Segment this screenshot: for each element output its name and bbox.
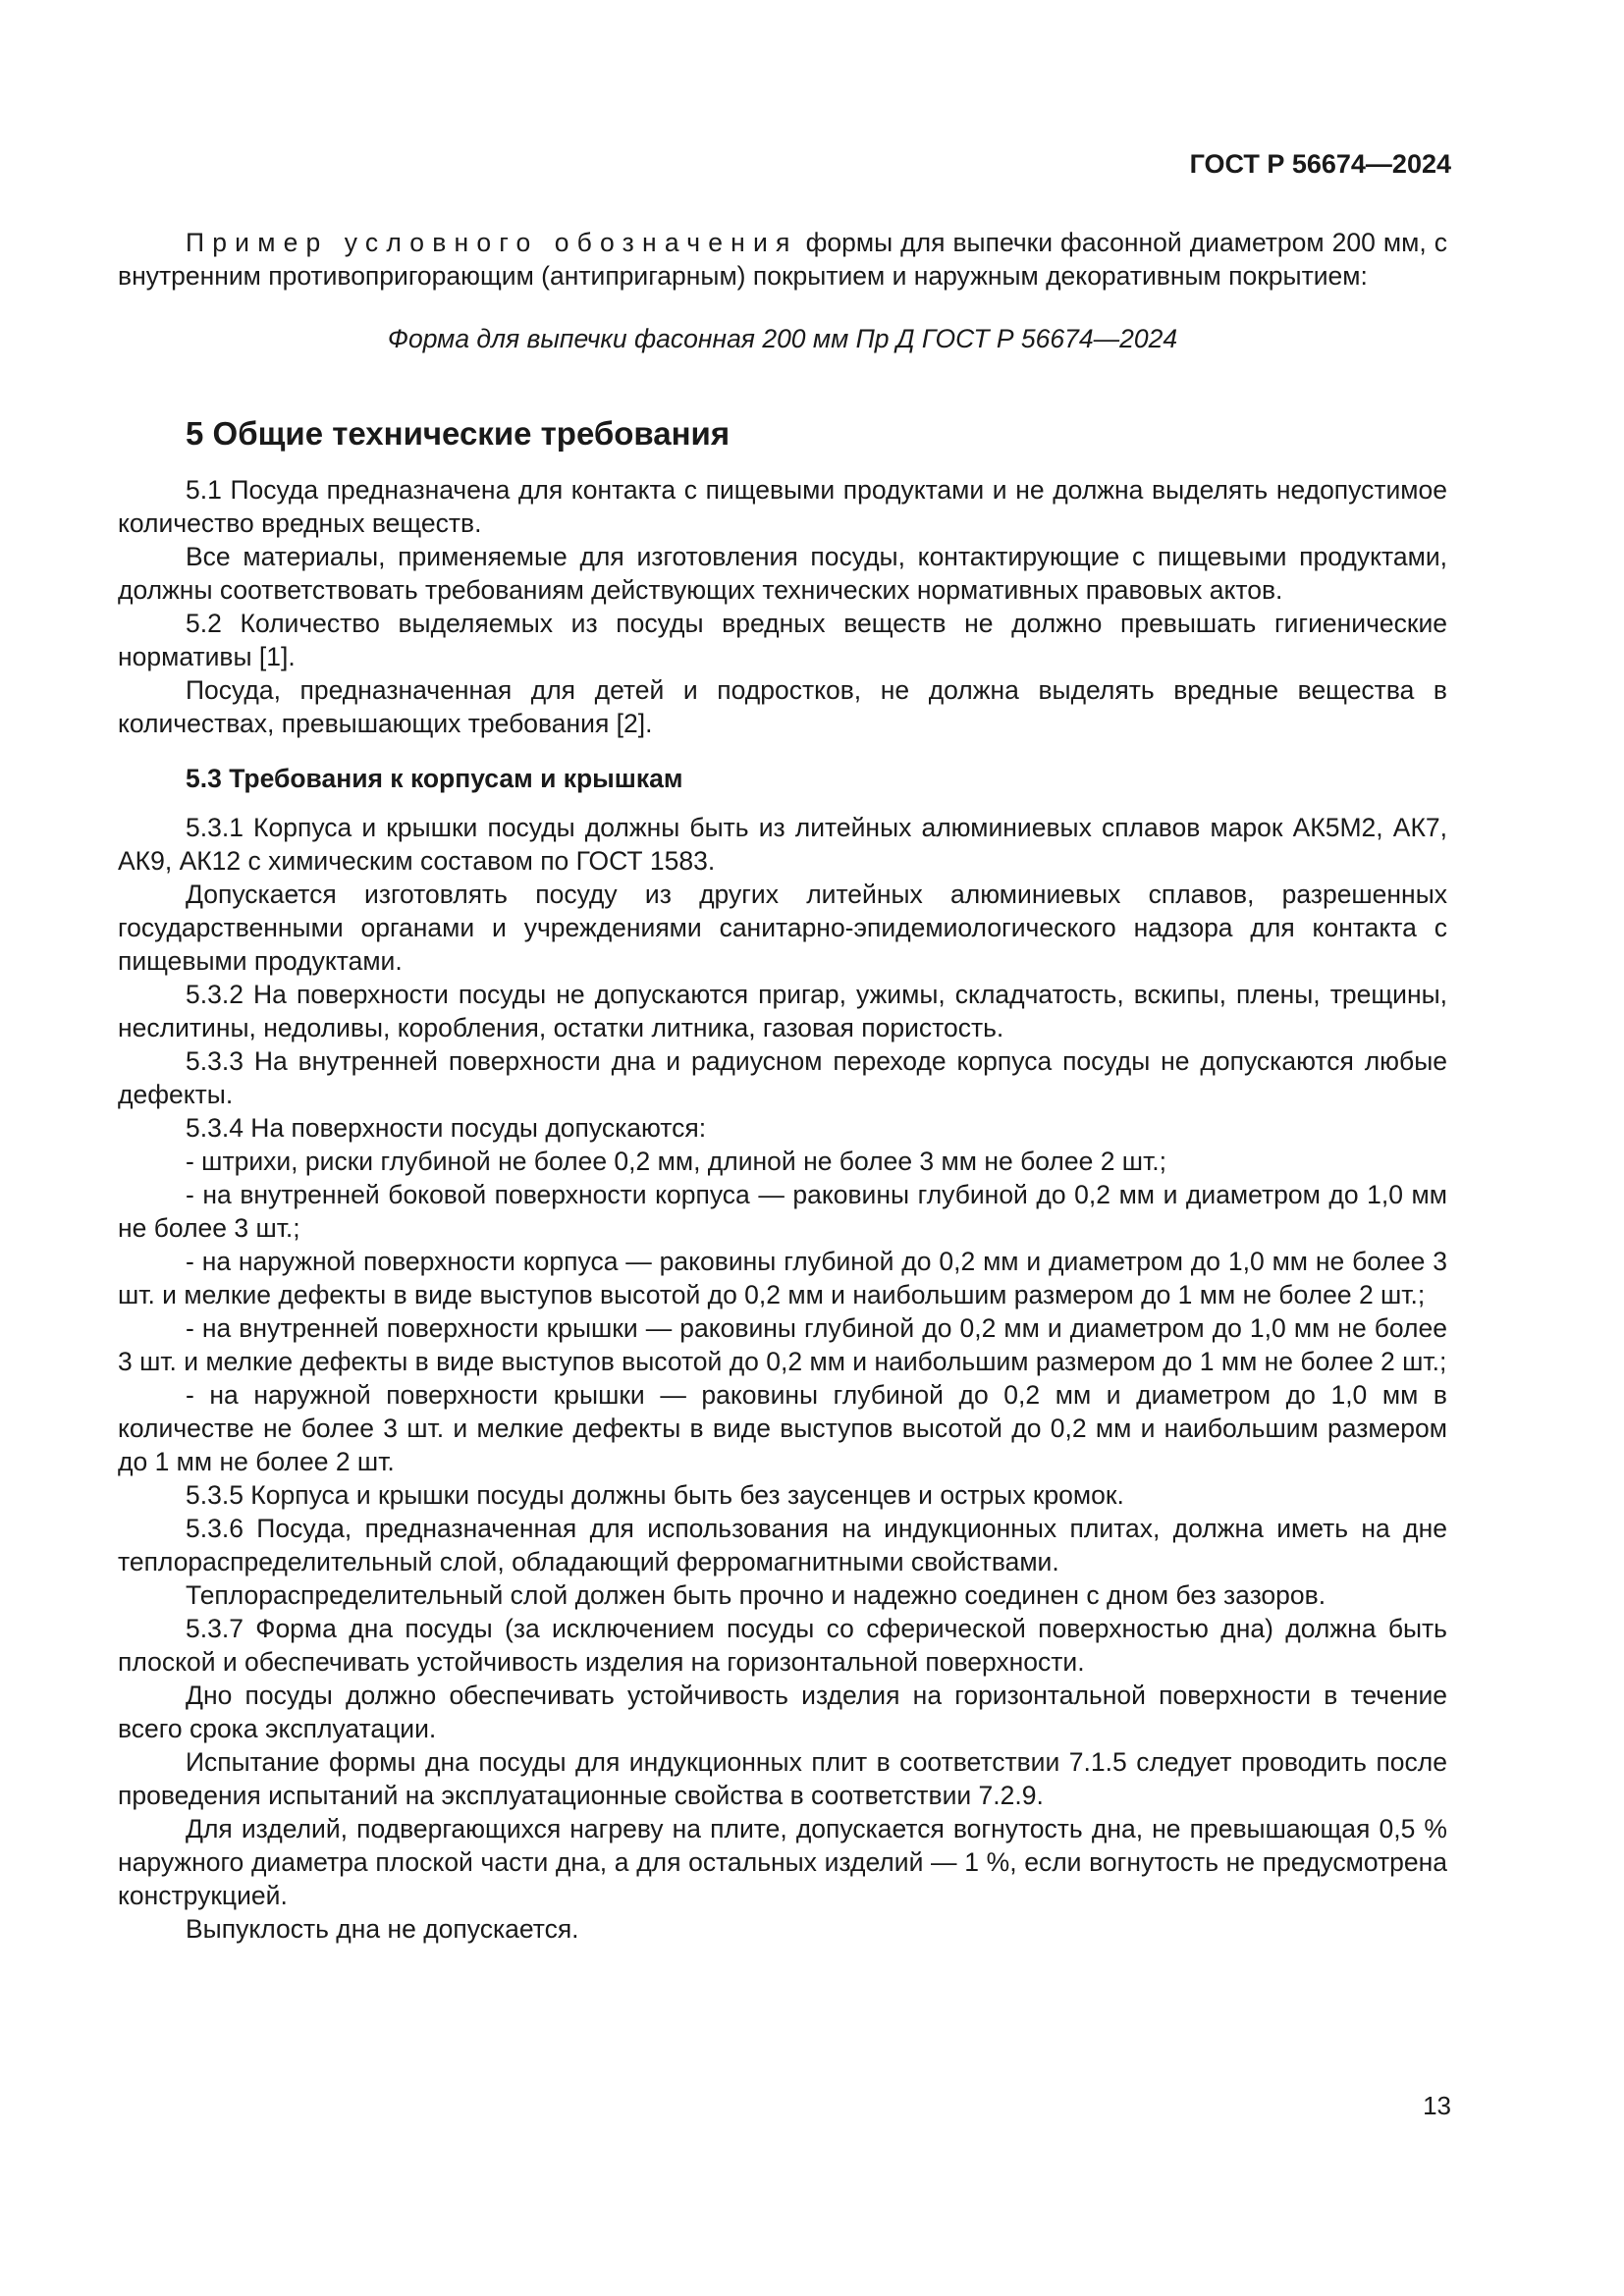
list-item: - на внутренней боковой поверхности корпуса — раковины глубиной до 0,2 мм и диаметром до 1,0 мм не более 3 шт.;: [118, 1180, 1447, 1243]
paragraph: 5.3.4 На поверхности посуды допускаются:: [186, 1113, 707, 1143]
paragraph: 5.3.7 Форма дна посуды (за исключением посуды со сферической поверхностью дна) должна быть плоской и обеспечивать устойчивость изделия на горизонтальной поверхности.: [118, 1614, 1447, 1677]
list-item: - на внутренней поверхности крышки — раковины глубиной до 0,2 мм и диаметром до 1,0 мм не более 3 шт. и мелкие дефекты в виде выступов высотой до 0,2 мм и наибольшим размером до 1 мм не более 2 шт.;: [118, 1313, 1447, 1376]
list-item: - на наружной поверхности крышки — раковины глубиной до 0,2 мм и диаметром до 1,0 мм в количестве не более 3 шт. и мелкие дефекты в виде выступов высотой до 0,2 мм и наибольшим размером до 1 мм не более 2 шт.: [118, 1380, 1447, 1476]
page-content: [118, 226, 1447, 1946]
section-5-3-title: 5.3 Требования к корпусам и крышкам: [186, 764, 683, 793]
paragraph: 5.3.1 Корпуса и крышки посуды должны быть из литейных алюминиевых сплавов марок АК5М2, АК7, АК9, АК12 с химическим составом по ГОСТ 1583.: [118, 813, 1447, 876]
paragraph: Дно посуды должно обеспечивать устойчивость изделия на горизонтальной поверхности в течение всего срока эксплуатации.: [118, 1681, 1447, 1743]
paragraph: Все материалы, применяемые для изготовления посуды, контактирующие с пищевыми продуктами, должны соответствовать требованиям действующих технических нормативных правовых актов.: [118, 542, 1447, 605]
designation-example: Форма для выпечки фасонная 200 мм Пр Д ГОСТ Р 56674—2024: [387, 324, 1178, 353]
paragraph: 5.3.5 Корпуса и крышки посуды должны быть без заусенцев и острых кромок.: [186, 1480, 1124, 1510]
paragraph: 5.1 Посуда предназначена для контакта с пищевыми продуктами и не должна выделять недопустимое количество вредных веществ.: [118, 475, 1447, 538]
paragraph: Для изделий, подвергающихся нагреву на плите, допускается вогнутость дна, не превышающая 0,5 % наружного диаметра плоской части дна, а для остальных изделий — 1 %, если вогнутость не предусмотрена конструкцией.: [118, 1814, 1447, 1910]
paragraph: 5.3.2 На поверхности посуды не допускаются пригар, ужимы, складчатость, вскипы, плены, трещины, неслитины, недоливы, коробления, остатки литника, газовая пористость.: [118, 980, 1447, 1042]
paragraph: Допускается изготовлять посуду из других литейных алюминиевых сплавов, разрешенных государственными органами и учреждениями санитарно-эпидемиологического надзора для контакта с пищевыми продуктами.: [118, 880, 1447, 976]
section-5-title: 5 Общие технические требования: [186, 415, 731, 452]
designation-text: формы для выпечки фасонной диаметром 200 мм, с внутренним противопригорающим (антипригарным) покрытием и наружным декоративным покрытием:: [118, 228, 1447, 291]
paragraph: Посуда, предназначенная для детей и подростков, не должна выделять вредные вещества в количествах, превышающих требования [2].: [118, 675, 1447, 738]
standard-code: ГОСТ Р 56674—2024: [1189, 149, 1451, 179]
list-item: - на наружной поверхности корпуса — раковины глубиной до 0,2 мм и диаметром до 1,0 мм не более 3 шт. и мелкие дефекты в виде выступов высотой до 0,2 мм и наибольшим размером до 1 мм не более 2 шт.;: [118, 1247, 1447, 1309]
page-number: 13: [1423, 2091, 1451, 2120]
paragraph: 5.2 Количество выделяемых из посуды вредных веществ не должно превышать гигиенические нормативы [1].: [118, 609, 1447, 671]
designation-label: Пример условного обозначения: [186, 228, 798, 257]
designation-intro: [118, 226, 1447, 293]
paragraph: 5.3.6 Посуда, предназначенная для использования на индукционных плитах, должна иметь на дне теплораспределительный слой, обладающий ферромагнитными свойствами.: [118, 1514, 1447, 1576]
paragraph: Теплораспределительный слой должен быть прочно и надежно соединен с дном без зазоров.: [186, 1580, 1326, 1610]
list-item: - штрихи, риски глубиной не более 0,2 мм, длиной не более 3 мм не более 2 шт.;: [186, 1147, 1166, 1176]
paragraph: Испытание формы дна посуды для индукционных плит в соответствии 7.1.5 следует проводить после проведения испытаний на эксплуатационные свойства в соответствии 7.2.9.: [118, 1747, 1447, 1810]
paragraph: Выпуклость дна не допускается.: [186, 1914, 579, 1944]
paragraph: 5.3.3 На внутренней поверхности дна и радиусном переходе корпуса посуды не допускаются любые дефекты.: [118, 1046, 1447, 1109]
